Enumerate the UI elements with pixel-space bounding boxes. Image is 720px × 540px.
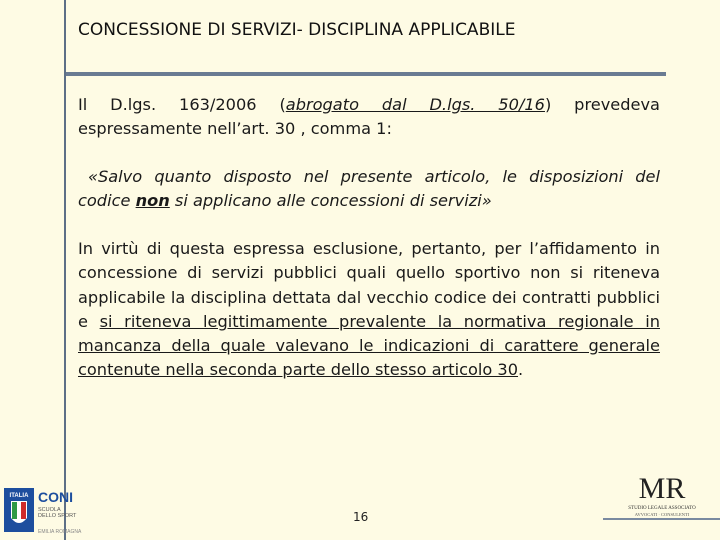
studio-line1: STUDIO LEGALE ASSOCIATO bbox=[628, 506, 696, 511]
coni-sub2: DELLO SPORT bbox=[38, 513, 77, 519]
quote-emphasis: non bbox=[135, 191, 170, 211]
footer-rule bbox=[603, 518, 720, 520]
explanation-text-after: . bbox=[518, 360, 524, 380]
explanation-text-before: In virtù di questa espressa esclusione, pertanto, per l’affidamento in concessione di servizi pubblici quali quello sportivo non si riteneva applicabile la disciplina dettata dal vecchio codice dei contratti pubblici e bbox=[78, 239, 660, 331]
coni-region: EMILIA ROMAGNA bbox=[38, 529, 82, 535]
explanation-underlined: si riteneva legittimamente prevalente la normativa regionale in mancanza della quale valevano le indicazioni di carattere generale contenute nella seconda parte dello stesso articolo 30 bbox=[78, 311, 660, 380]
quote-text-before: «Salvo quanto disposto nel presente articolo, le disposizioni del codice bbox=[78, 167, 660, 211]
left-vertical-rule bbox=[64, 0, 66, 540]
abrogation-note: abrogato dal D.lgs. 50/16 bbox=[285, 95, 545, 114]
slide-title: CONCESSIONE DI SERVIZI- DISCIPLINA APPLICABILE bbox=[78, 20, 516, 40]
intro-text-after: ) prevedeva espressamente nell’art. 30 , comma 1: bbox=[78, 95, 660, 139]
coni-name: CONI bbox=[38, 489, 73, 505]
coni-logo bbox=[4, 484, 86, 536]
coni-flag-text: ITALIA bbox=[9, 493, 29, 499]
page-number: 16 bbox=[353, 510, 369, 524]
explanation-paragraph bbox=[78, 237, 660, 383]
coni-sub1: SCUOLA bbox=[38, 507, 61, 513]
studio-mark: MR bbox=[638, 472, 686, 505]
title-underline-bar bbox=[66, 72, 666, 76]
studio-line2: AVVOCATI · CONSULENTI bbox=[634, 512, 690, 517]
quote-text-after: si applicano alle concessioni di servizi» bbox=[169, 191, 492, 211]
intro-paragraph bbox=[78, 93, 660, 142]
quoted-article bbox=[78, 165, 660, 214]
studio-legale-logo bbox=[610, 470, 714, 518]
intro-text-before: Il D.lgs. 163/2006 ( bbox=[78, 95, 286, 114]
